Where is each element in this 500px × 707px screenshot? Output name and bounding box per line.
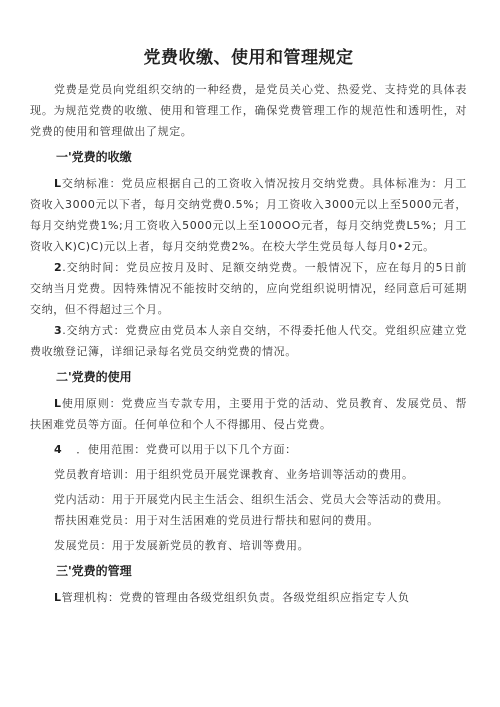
s2-p1-text: 使用原则：党费应当专款专用，主要用于党的活动、党员教育、发展党员、帮扶困难党员等方面。任何单位和个人不得挪用、侵占党费。 <box>30 397 467 431</box>
s1-p2-number: 2 <box>54 261 63 274</box>
list-item: 党员教育培训：用于组织党员开展党课教育、业务培训等活动的费用。 <box>54 468 414 481</box>
s1-paragraph-2 <box>30 257 467 320</box>
s3-paragraph-1 <box>30 587 467 608</box>
list-item: 发展党员：用于发展新党员的教育、培训等费用。 <box>54 539 310 552</box>
section-1-heading: 一'党费的收缴 <box>56 150 132 164</box>
s1-paragraph-1 <box>30 173 467 257</box>
section-2-heading: 二'党费的使用 <box>56 370 132 384</box>
list-item: 帮扶困难党员：用于对生活困难的党员进行帮扶和慰问的费用。 <box>54 514 379 527</box>
intro-paragraph: 党费是党员向党组织交纳的一种经费，是党员关心党、热爱党、支持党的具体表现。为规范党费的收缴、使用和管理工作，确保党费管理工作的规范性和透明性，对党费的使用和管理做出了规定。 <box>30 83 467 138</box>
s2-p2-text: ．使用范围：党费可以用于以下几个方面： <box>76 443 297 456</box>
s1-p3-text: .交纳方式：党费应由党员本人亲自交纳，不得委托他人代交。党组织应建立党费收缴登记簿，详细记录每名党员交纳党费的情况。 <box>30 324 467 358</box>
s1-p3-number: 3 <box>54 324 63 337</box>
s2-p1-number: L <box>54 397 62 410</box>
s1-p1-text: 交纳标准：党员应根据自己的工资收入情况按月交纳党费。具体标准为：月工资收入3000元以下者，每月交纳党费0.5%；月工资收入3000元以上至5000元者，每月交纳党费1%;月工资收入5000元以上至100OO元者，每月交纳党费L5%；月工资收入K)C)C)元以上者，每月交纳党费2%。在校大学生党员每人每月0•2元。 <box>30 177 467 253</box>
list-item: 党内活动：用于开展党内民主生活会、组织生活会、党员大会等活动的费用。 <box>54 493 449 506</box>
s3-p1-number: L <box>54 591 62 604</box>
s1-p1-number: L <box>54 177 62 190</box>
s2-paragraph-2 <box>30 439 467 460</box>
s2-paragraph-1 <box>30 393 467 435</box>
s1-p2-text: .交纳时间：党员应按月及时、足额交纳党费。一般情况下，应在每月的5日前交纳当月党费。因特殊情况不能按时交纳的，应向党组织说明情况，经同意后可延期交纳，但不得超过三个月。 <box>30 261 467 316</box>
s3-p1-text: 管理机构：党费的管理由各级党组织负责。各级党组织应指定专人负 <box>61 591 410 604</box>
document-title: 党费收缴、使用和管理规定 <box>143 48 354 68</box>
section-3-heading: 三'党费的管理 <box>56 564 132 578</box>
s2-p2-number: 4 <box>54 443 63 456</box>
s1-paragraph-3 <box>30 320 467 362</box>
